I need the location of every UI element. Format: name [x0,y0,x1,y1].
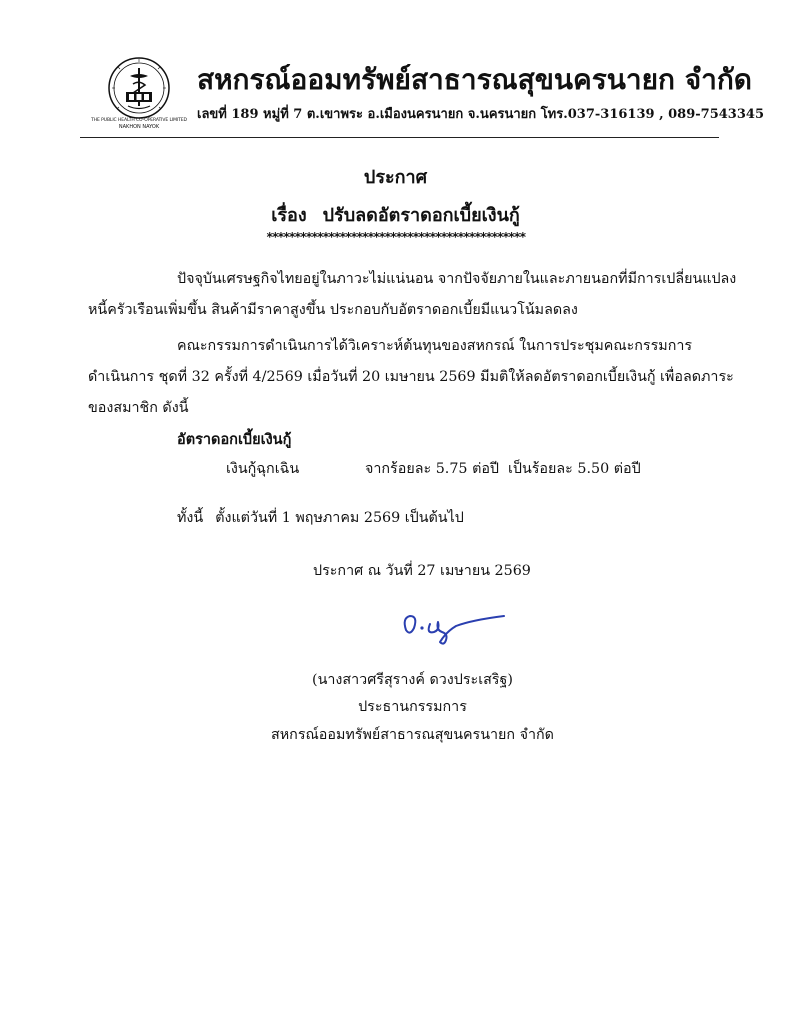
rate-from: จากร้อยละ 5.75 ต่อปี [365,461,500,477]
subject-text: ปรับลดอัตราดอกเบี้ยเงินกู้ [322,205,520,226]
star-divider: ********************************************** [266,230,525,244]
handwritten-signature [400,604,510,648]
signer-organization: สหกรณ์ออมทรัพย์สาธารณสุขนครนายก จำกัด [271,727,554,743]
subject-label: เรื่อง [271,205,307,226]
rates-heading: อัตราดอกเบี้ยเงินกู้ [177,431,292,448]
organization-address: เลขที่ 189 หมู่ที่ 7 ต.เขาพระ อ.เมืองนครนายก จ.นครนายก โทร.037-316139 , 089-7543345 [197,107,764,122]
logo-caption-city: NAKHON NAYOK [118,124,160,130]
announcement-date: ประกาศ ณ วันที่ 27 เมษายน 2569 [313,563,531,579]
rate-to: เป็นร้อยละ 5.50 ต่อปี [508,461,641,477]
paragraph-1-line-2: หนี้ครัวเรือนเพิ่มขึ้น สินค้ามีราคาสูงขึ้น ประกอบกับอัตราดอกเบี้ยมีแนวโน้มลดลง [88,302,578,318]
rate-loan-type: เงินกู้ฉุกเฉิน [226,461,300,477]
paragraph-2-line-2: ดำเนินการ ชุดที่ 32 ครั้งที่ 4/2569 เมื่อวันที่ 20 เมษายน 2569 มีมติให้ลดอัตราดอกเบี้ยเงินกู้ เพื่อลดภาระ [88,369,734,385]
effective-prefix: ทั้งนี้ [177,510,204,526]
announcement-title: ประกาศ [363,167,428,188]
header-divider [80,137,719,138]
cooperative-logo [98,54,180,122]
effective-text: ตั้งแต่วันที่ 1 พฤษภาคม 2569 เป็นต้นไป [215,510,464,526]
paragraph-2-line-1: คณะกรรมการดำเนินการได้วิเคราะห์ต้นทุนของสหกรณ์ ในการประชุมคณะกรรมการ [177,338,693,354]
subject-line [0,200,791,229]
logo-caption-english: THE PUBLIC HEALTH CO-OPERATIVE LIMITED [91,118,187,123]
paragraph-1-line-1: ปัจจุบันเศรษฐกิจไทยอยู่ในภาวะไม่แน่นอน จากปัจจัยภายในและภายนอกที่มีการเปลี่ยนแปลง [177,271,737,287]
effective-date-line [177,507,464,529]
signer-title: ประธานกรรมการ [358,699,467,715]
paragraph-2-line-3: ของสมาชิก ดังนี้ [88,400,189,416]
organization-name: สหกรณ์ออมทรัพย์สาธารณสุขนครนายก จำกัด [197,63,752,96]
signer-name: (นางสาวศรีสุรางค์ ดวงประเสริฐ) [312,672,513,688]
